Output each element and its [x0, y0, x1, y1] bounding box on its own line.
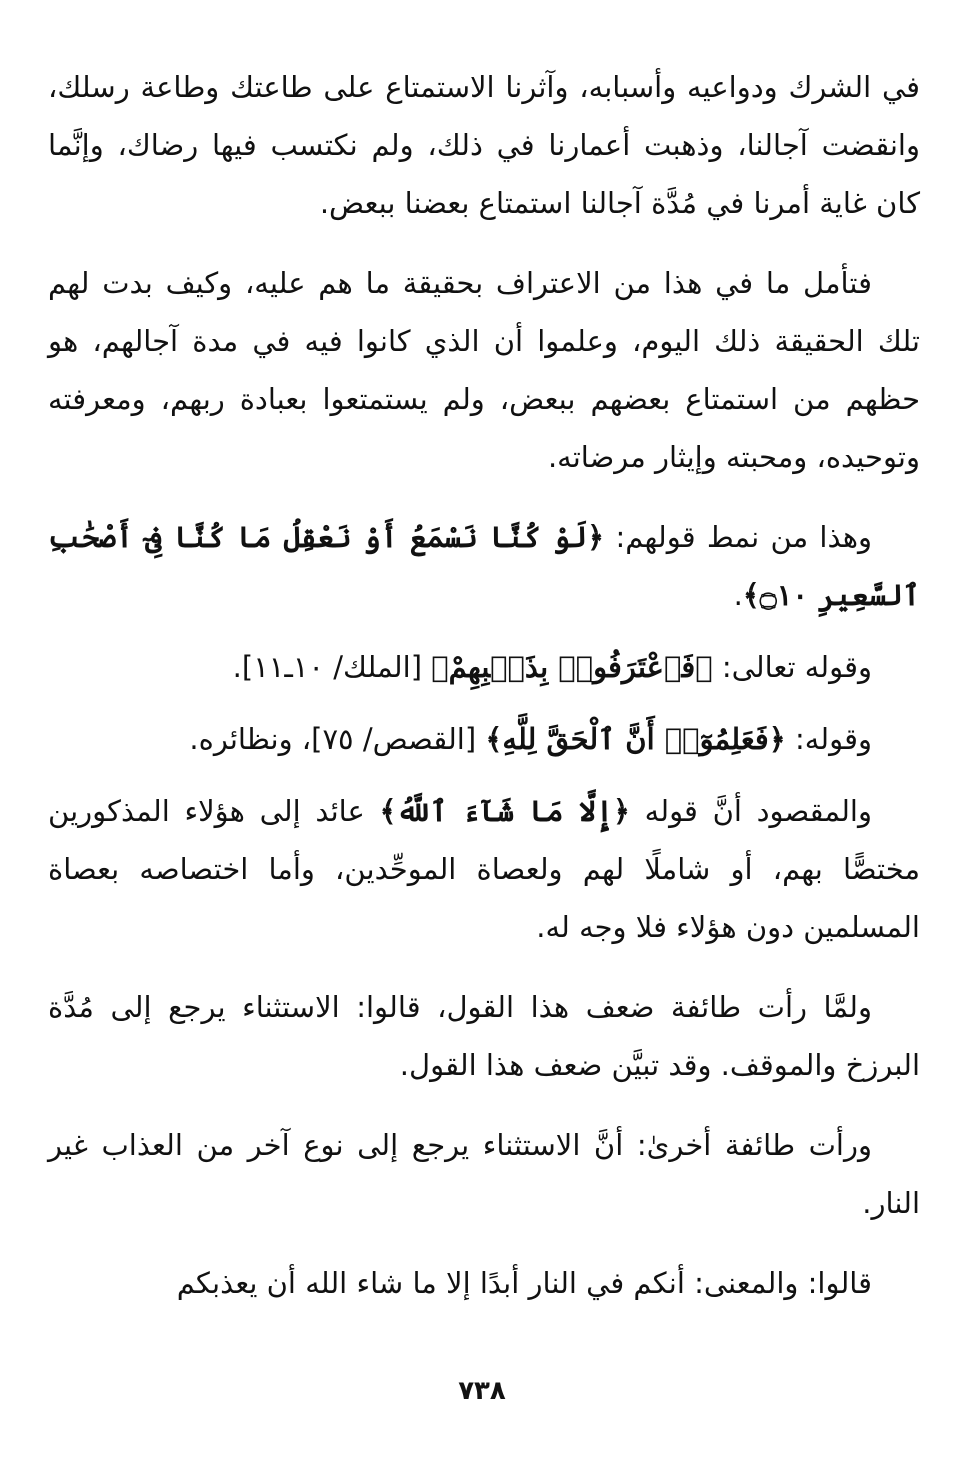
paragraph-4-citation: [الملك/ ١٠ـ١١]. [232, 650, 432, 684]
paragraph-3-intro: وهذا من نمط قولهم: [604, 520, 872, 554]
paragraph-5-citation: [القصص/ ٧٥]، ونظائره. [189, 722, 486, 756]
quran-verse-illa-ma-shaa-allah: ﴿إِلَّا مَا شَآءَ ٱللَّهُ﴾ [379, 794, 631, 828]
paragraph-2: فتأمل ما في هذا من الاعتراف بحقيقة ما هم عليه، وكيف بدت لهم تلك الحقيقة ذلك اليوم، وعلموا أن الذي كانوا فيه في مدة آجالهم، هو حظهم من استمتاع بعضهم ببعض، ولم يستمتعوا بعبادة ربهم، ومعرفته وتوحيده، ومحبته وإيثار مرضاته. [48, 266, 920, 474]
paragraph-6 [48, 782, 920, 956]
paragraph-3-end: . [733, 578, 743, 612]
paragraph-5-intro: وقوله: [785, 722, 872, 756]
paragraph-5-quran-quote [48, 710, 920, 768]
page-number: ٧٣٨ [458, 1376, 506, 1406]
paragraph-4-quran-quote [48, 638, 920, 696]
page-body [48, 58, 920, 1334]
quran-verse-al-mulk-10: ﴿لَوْ كُنَّا نَسْمَعُ أَوْ نَعْقِلُ مَا كُنَّا فِىٓ أَصْحَٰبِ ٱلسَّعِيرِ ۝١٠﴾ [48, 520, 920, 612]
paragraph-4-intro: وقوله تعالى: [712, 650, 872, 684]
paragraph-3-quran-quote [48, 508, 920, 624]
paragraph-8: ورأت طائفة أخرىٰ: أنَّ الاستثناء يرجع إلى نوع آخر من العذاب غير النار. [48, 1128, 920, 1220]
paragraph-7: ولمَّا رأت طائفة ضعف هذا القول، قالوا: الاستثناء يرجع إلى مُدَّة البرزخ والموقف. وقد تبيَّن ضعف هذا القول. [48, 990, 920, 1082]
paragraph-6-intro: والمقصود أنَّ قوله [630, 794, 872, 828]
paragraph-9: قالوا: والمعنى: أنكم في النار أبدًا إلا ما شاء الله أن يعذبكم [176, 1266, 872, 1300]
paragraph-6-rest: عائد إلى هؤلاء المذكورين مختصًّا بهم، أو شاملًا لهم ولعصاة الموحِّدين، وأما اختصاصه بعصاة المسلمين دون هؤلاء فلا وجه له. [48, 794, 920, 944]
quran-verse-al-mulk-11: ﴿فَٱعْتَرَفُوا۟ بِذَنۢبِهِمْ﴾ [431, 650, 713, 684]
paragraph-1: في الشرك ودواعيه وأسبابه، وآثرنا الاستمتاع على طاعتك وطاعة رسلك، وانقضت آجالنا، وذهبت أعمارنا في ذلك، ولم نكتسب فيها رضاك، وإنَّما كان غاية أمرنا في مُدَّة آجالنا استمتاع بعضنا ببعض. [48, 70, 920, 220]
quran-verse-al-qasas-75: ﴿فَعَلِمُوٓا۟ أَنَّ ٱلْحَقَّ لِلَّهِ﴾ [485, 722, 786, 756]
